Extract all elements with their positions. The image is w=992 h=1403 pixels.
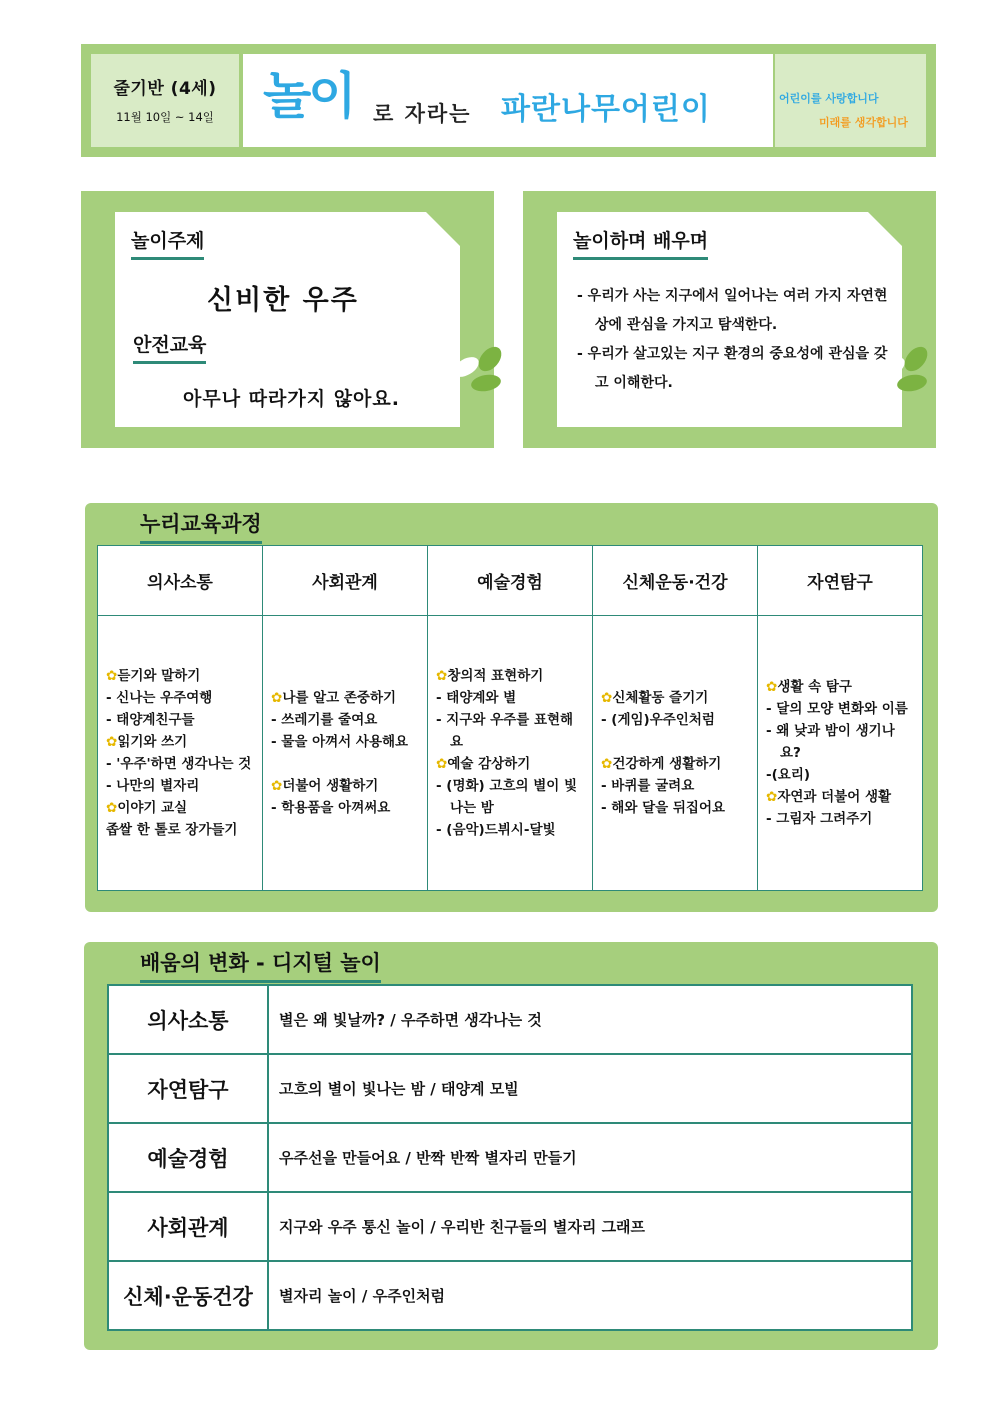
learn-heading: 놀이하며 배우며: [573, 226, 708, 260]
flower-icon: ✿: [271, 778, 283, 794]
nuri-item: - 해와 달을 뒤집어요: [601, 800, 726, 816]
theme-card: [81, 191, 494, 448]
folded-corner-icon: [868, 212, 902, 246]
theme-heading: 놀이주제: [131, 226, 204, 260]
table-row: [108, 1054, 912, 1123]
title-big: 놀이: [263, 67, 354, 125]
table-row: [108, 1192, 912, 1261]
flower-icon: ✿: [766, 679, 778, 695]
nuri-cell-social: [263, 616, 428, 891]
nuri-subheading: 예술 감상하기: [447, 756, 531, 772]
digital-area: 예술경험: [108, 1123, 268, 1192]
nuri-col-header: 사회관계: [263, 546, 428, 616]
spacer: [601, 731, 749, 753]
flower-icon: ✿: [436, 668, 448, 684]
title-box: [243, 54, 773, 147]
digital-activities: 별자리 놀이 / 우주인처럼: [268, 1261, 912, 1330]
nuri-subheading: 더불어 생활하기: [282, 778, 379, 794]
digital-activities: 고흐의 별이 빛나는 밤 / 태양계 모빌: [268, 1054, 912, 1123]
nuri-table: [97, 545, 923, 891]
nuri-title: 누리교육과정: [140, 508, 262, 544]
nuri-item: -(요리): [766, 767, 811, 783]
nuri-subheading: 창의적 표현하기: [447, 668, 544, 684]
digital-area: 의사소통: [108, 985, 268, 1054]
safety-value: 아무나 따라가지 않아요.: [183, 388, 400, 410]
digital-table: [107, 984, 913, 1331]
flower-icon: ✿: [601, 690, 613, 706]
digital-activities: 우주선을 만들어요 / 반짝 반짝 별자리 만들기: [268, 1123, 912, 1192]
digital-area: 자연탐구: [108, 1054, 268, 1123]
nuri-col-header: 예술경험: [428, 546, 593, 616]
nuri-subheading: 자연과 더불어 생활: [777, 789, 892, 805]
table-row: [108, 1261, 912, 1330]
flower-icon: ✿: [601, 756, 613, 772]
date-range: 11월 10일 ~ 14일: [116, 110, 214, 124]
flower-icon: ✿: [106, 734, 118, 750]
nuri-cell-communication: [98, 616, 263, 891]
nuri-cell-nature: [758, 616, 923, 891]
class-name: 줄기반 (4세): [113, 79, 217, 99]
nuri-item: - 나만의 별자리: [106, 778, 200, 794]
nuri-col-header: 의사소통: [98, 546, 263, 616]
title-small: 로 자라는: [373, 102, 472, 126]
learn-item: - 우리가 사는 지구에서 일어나는 여러 가지 자연현상에 관심을 가지고 탐색한다.: [577, 288, 888, 333]
theme-card-inner: [115, 212, 460, 427]
nuri-col-header: 자연탐구: [758, 546, 923, 616]
learn-list: [577, 282, 897, 398]
nuri-col-header: 신체운동·건강: [593, 546, 758, 616]
school-name: 파란나무어린이: [501, 92, 711, 127]
nuri-item: - (명화) 고흐의 별이 빛나는 밤: [436, 778, 578, 816]
table-row: [108, 985, 912, 1054]
leaf-icon: [872, 337, 938, 397]
nuri-item: - 태양계와 별: [436, 690, 517, 706]
nuri-subheading: 건강하게 생활하기: [612, 756, 722, 772]
nuri-item: - 달의 모양 변화와 이름: [766, 701, 908, 717]
nuri-item: - 그림자 그려주기: [766, 811, 873, 827]
nuri-cell-physical: [593, 616, 758, 891]
nuri-cell-art: [428, 616, 593, 891]
slogan-future: 미래를 생각합니다: [819, 116, 908, 129]
slogan-box: [775, 54, 926, 147]
nuri-item: - 지구와 우주를 표현해요: [436, 712, 574, 750]
nuri-item: - 바퀴를 굴려요: [601, 778, 695, 794]
flower-icon: ✿: [766, 789, 778, 805]
page-header: [81, 44, 936, 157]
safety-heading: 안전교육: [133, 330, 206, 364]
nuri-subheading: 나를 알고 존중하기: [282, 690, 397, 706]
class-info-box: [91, 54, 239, 147]
flower-icon: ✿: [271, 690, 283, 706]
flower-icon: ✿: [436, 756, 448, 772]
folded-corner-icon: [426, 212, 460, 246]
nuri-item: - '우주'하면 생각나는 것: [106, 756, 252, 772]
digital-activities: 지구와 우주 통신 놀이 / 우리반 친구들의 별자리 그래프: [268, 1192, 912, 1261]
digital-activities: 별은 왜 빛날까? / 우주하면 생각나는 것: [268, 985, 912, 1054]
nuri-item: 좁쌀 한 톨로 장가들기: [106, 822, 238, 838]
nuri-subheading: 신체활동 즐기기: [612, 690, 709, 706]
leaf-icon: [446, 337, 512, 397]
nuri-subheading: 읽기와 쓰기: [117, 734, 188, 750]
flower-icon: ✿: [106, 668, 118, 684]
slogan-love: 어린이를 사랑합니다: [779, 92, 879, 105]
learn-card-inner: [557, 212, 902, 427]
digital-area: 사회관계: [108, 1192, 268, 1261]
flower-icon: ✿: [106, 800, 118, 816]
learn-card: [523, 191, 936, 448]
nuri-item: - 학용품을 아껴써요: [271, 800, 391, 816]
digital-title: 배움의 변화 - 디지털 놀이: [140, 947, 381, 983]
nuri-subheading: 이야기 교실: [117, 800, 188, 816]
table-row: [108, 1123, 912, 1192]
spacer: [271, 753, 419, 775]
learn-item: - 우리가 살고있는 지구 환경의 중요성에 관심을 갖고 이해한다.: [577, 346, 888, 391]
nuri-subheading: 생활 속 탐구: [777, 679, 852, 695]
nuri-item: - 왜 낮과 밤이 생기나요?: [766, 723, 895, 761]
nuri-item: - 물을 아껴서 사용해요: [271, 734, 409, 750]
theme-value: 신비한 우주: [207, 285, 359, 316]
nuri-subheading: 듣기와 말하기: [117, 668, 201, 684]
nuri-item: - 신나는 우주여행: [106, 690, 213, 706]
nuri-item: - 쓰레기를 줄여요: [271, 712, 378, 728]
digital-area: 신체·운동건강: [108, 1261, 268, 1330]
nuri-item: - 태양계친구들: [106, 712, 195, 728]
nuri-item: - (음악)드뷔시-달빛: [436, 822, 556, 838]
nuri-item: - (게임)우주인처럼: [601, 712, 715, 728]
